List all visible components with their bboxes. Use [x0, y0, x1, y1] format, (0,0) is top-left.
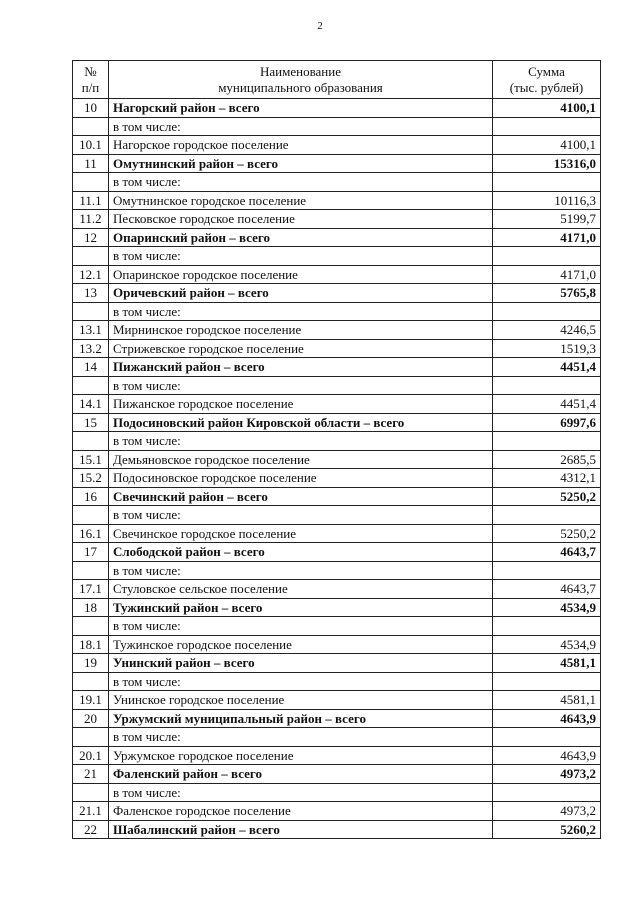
row-sum-cell: 4312,1 — [493, 469, 601, 488]
row-sum-cell: 5765,8 — [493, 284, 601, 303]
row-sum-cell: 4100,1 — [493, 136, 601, 155]
row-number-cell: 13 — [73, 284, 109, 303]
row-number-cell — [73, 302, 109, 321]
row-name-cell: Опаринское городское поселение — [109, 265, 493, 284]
header-row — [73, 61, 601, 99]
row-name-cell: Унинское городское поселение — [109, 691, 493, 710]
row-name-cell: Мирнинское городское поселение — [109, 321, 493, 340]
row-number-cell — [73, 617, 109, 636]
row-name-cell: Свечинский район – всего — [109, 487, 493, 506]
row-number-cell — [73, 506, 109, 525]
row-sum-cell: 4246,5 — [493, 321, 601, 340]
row-name-cell: в том числе: — [109, 561, 493, 580]
table-row — [73, 635, 601, 654]
table-row — [73, 136, 601, 155]
row-name-cell: Подосиновский район Кировской области – всего — [109, 413, 493, 432]
row-number-cell: 11.1 — [73, 191, 109, 210]
row-sum-cell: 2685,5 — [493, 450, 601, 469]
table-row — [73, 210, 601, 229]
row-name-cell: Уржумский муниципальный район – всего — [109, 709, 493, 728]
row-sum-cell — [493, 783, 601, 802]
row-number-cell: 17 — [73, 543, 109, 562]
table-row — [73, 247, 601, 266]
row-number-cell: 21 — [73, 765, 109, 784]
row-name-cell: в том числе: — [109, 376, 493, 395]
row-name-cell: Тужинский район – всего — [109, 598, 493, 617]
row-number-cell — [73, 672, 109, 691]
table-row — [73, 672, 601, 691]
table-row — [73, 802, 601, 821]
municipalities-table — [72, 60, 601, 839]
table-row — [73, 617, 601, 636]
row-number-cell — [73, 376, 109, 395]
row-sum-cell: 4581,1 — [493, 691, 601, 710]
row-name-cell: Песковское городское поселение — [109, 210, 493, 229]
row-sum-cell: 6997,6 — [493, 413, 601, 432]
row-sum-cell: 4973,2 — [493, 802, 601, 821]
row-name-cell: в том числе: — [109, 117, 493, 136]
table-row-total — [73, 765, 601, 784]
row-number-cell — [73, 728, 109, 747]
row-number-cell: 13.1 — [73, 321, 109, 340]
row-sum-cell — [493, 672, 601, 691]
table-row-total — [73, 358, 601, 377]
table-row — [73, 506, 601, 525]
row-number-cell: 16.1 — [73, 524, 109, 543]
row-name-cell: Стуловское сельское поселение — [109, 580, 493, 599]
row-sum-cell: 5250,2 — [493, 487, 601, 506]
row-sum-cell: 4100,1 — [493, 99, 601, 118]
row-name-cell: Слободской район – всего — [109, 543, 493, 562]
row-name-cell: Нагорский район – всего — [109, 99, 493, 118]
row-number-cell: 19.1 — [73, 691, 109, 710]
row-number-cell — [73, 247, 109, 266]
row-name-cell: Омутнинское городское поселение — [109, 191, 493, 210]
row-sum-cell — [493, 728, 601, 747]
row-sum-cell — [493, 506, 601, 525]
row-number-cell — [73, 432, 109, 451]
table-header — [73, 61, 601, 99]
row-name-cell: Нагорское городское поселение — [109, 136, 493, 155]
table-row — [73, 321, 601, 340]
row-sum-cell — [493, 247, 601, 266]
row-number-cell: 14.1 — [73, 395, 109, 414]
row-number-cell: 12 — [73, 228, 109, 247]
row-number-cell: 20 — [73, 709, 109, 728]
row-name-cell: Тужинское городское поселение — [109, 635, 493, 654]
table-row — [73, 524, 601, 543]
row-number-cell: 17.1 — [73, 580, 109, 599]
table-row — [73, 302, 601, 321]
row-name-cell: Пижанское городское поселение — [109, 395, 493, 414]
table-row — [73, 746, 601, 765]
page-number: 2 — [317, 20, 323, 32]
row-sum-cell — [493, 173, 601, 192]
row-sum-cell — [493, 617, 601, 636]
row-name-cell: в том числе: — [109, 247, 493, 266]
row-sum-cell: 4643,7 — [493, 543, 601, 562]
row-number-cell — [73, 173, 109, 192]
row-name-cell: Подосиновское городское поселение — [109, 469, 493, 488]
row-name-cell: Фаленское городское поселение — [109, 802, 493, 821]
table-row-total — [73, 413, 601, 432]
table-row-total — [73, 654, 601, 673]
header-sum-line2: (тыс. рублей) — [509, 79, 584, 95]
row-number-cell: 21.1 — [73, 802, 109, 821]
table-row-total — [73, 228, 601, 247]
table-row-total — [73, 284, 601, 303]
row-name-cell: в том числе: — [109, 506, 493, 525]
header-name-line2: муниципального образования — [218, 79, 383, 95]
table-row — [73, 469, 601, 488]
row-number-cell — [73, 117, 109, 136]
row-number-cell: 10.1 — [73, 136, 109, 155]
row-sum-cell: 4643,9 — [493, 709, 601, 728]
row-sum-cell: 15316,0 — [493, 154, 601, 173]
table-row — [73, 728, 601, 747]
header-sum-line1: Сумма — [528, 63, 565, 79]
row-number-cell: 16 — [73, 487, 109, 506]
row-sum-cell: 4643,7 — [493, 580, 601, 599]
header-name-line1: Наименование — [260, 63, 341, 79]
header-name — [109, 61, 493, 99]
row-number-cell: 15.1 — [73, 450, 109, 469]
row-number-cell: 14 — [73, 358, 109, 377]
row-name-cell: в том числе: — [109, 672, 493, 691]
row-name-cell: Фаленский район – всего — [109, 765, 493, 784]
table-row — [73, 191, 601, 210]
table-row — [73, 265, 601, 284]
header-number — [73, 61, 109, 99]
row-name-cell: в том числе: — [109, 728, 493, 747]
row-sum-cell: 5250,2 — [493, 524, 601, 543]
row-sum-cell — [493, 561, 601, 580]
row-name-cell: Омутнинский район – всего — [109, 154, 493, 173]
row-number-cell: 15.2 — [73, 469, 109, 488]
table-row — [73, 432, 601, 451]
row-sum-cell: 10116,3 — [493, 191, 601, 210]
table-row — [73, 783, 601, 802]
row-name-cell: Уржумское городское поселение — [109, 746, 493, 765]
row-sum-cell: 4534,9 — [493, 598, 601, 617]
table-row-total — [73, 99, 601, 118]
table-body — [73, 99, 601, 839]
row-name-cell: Оричевский район – всего — [109, 284, 493, 303]
table-row — [73, 339, 601, 358]
row-sum-cell: 5260,2 — [493, 820, 601, 839]
row-number-cell — [73, 783, 109, 802]
row-sum-cell: 4451,4 — [493, 395, 601, 414]
table-row — [73, 395, 601, 414]
row-number-cell: 18.1 — [73, 635, 109, 654]
table-row — [73, 376, 601, 395]
table-row-total — [73, 487, 601, 506]
row-number-cell: 20.1 — [73, 746, 109, 765]
row-sum-cell: 4171,0 — [493, 228, 601, 247]
row-name-cell: в том числе: — [109, 783, 493, 802]
table-row-total — [73, 709, 601, 728]
header-sum — [493, 61, 601, 99]
row-number-cell: 10 — [73, 99, 109, 118]
row-sum-cell: 1519,3 — [493, 339, 601, 358]
table-row — [73, 561, 601, 580]
row-number-cell: 15 — [73, 413, 109, 432]
row-name-cell: в том числе: — [109, 302, 493, 321]
row-name-cell: Стрижевское городское поселение — [109, 339, 493, 358]
table-row-total — [73, 543, 601, 562]
row-number-cell: 11 — [73, 154, 109, 173]
row-number-cell: 22 — [73, 820, 109, 839]
table-row — [73, 580, 601, 599]
row-name-cell: в том числе: — [109, 173, 493, 192]
row-name-cell: Демьяновское городское поселение — [109, 450, 493, 469]
row-sum-cell: 5199,7 — [493, 210, 601, 229]
table-row — [73, 691, 601, 710]
row-name-cell: Унинский район – всего — [109, 654, 493, 673]
row-sum-cell: 4534,9 — [493, 635, 601, 654]
header-number-line1: № — [84, 63, 97, 79]
header-number-line2: п/п — [81, 79, 100, 95]
row-number-cell: 12.1 — [73, 265, 109, 284]
row-name-cell: Опаринский район – всего — [109, 228, 493, 247]
row-sum-cell: 4451,4 — [493, 358, 601, 377]
row-name-cell: Свечинское городское поселение — [109, 524, 493, 543]
row-sum-cell — [493, 432, 601, 451]
row-number-cell: 13.2 — [73, 339, 109, 358]
row-sum-cell: 4973,2 — [493, 765, 601, 784]
table-row-total — [73, 154, 601, 173]
table-row — [73, 173, 601, 192]
table-row-total — [73, 820, 601, 839]
row-sum-cell: 4171,0 — [493, 265, 601, 284]
row-number-cell — [73, 561, 109, 580]
row-name-cell: в том числе: — [109, 432, 493, 451]
row-name-cell: Пижанский район – всего — [109, 358, 493, 377]
row-name-cell: Шабалинский район – всего — [109, 820, 493, 839]
table-row — [73, 117, 601, 136]
row-number-cell: 18 — [73, 598, 109, 617]
table-row — [73, 450, 601, 469]
row-number-cell: 11.2 — [73, 210, 109, 229]
row-sum-cell: 4643,9 — [493, 746, 601, 765]
row-sum-cell — [493, 376, 601, 395]
row-sum-cell: 4581,1 — [493, 654, 601, 673]
row-number-cell: 19 — [73, 654, 109, 673]
table-row-total — [73, 598, 601, 617]
row-name-cell: в том числе: — [109, 617, 493, 636]
row-sum-cell — [493, 302, 601, 321]
row-sum-cell — [493, 117, 601, 136]
